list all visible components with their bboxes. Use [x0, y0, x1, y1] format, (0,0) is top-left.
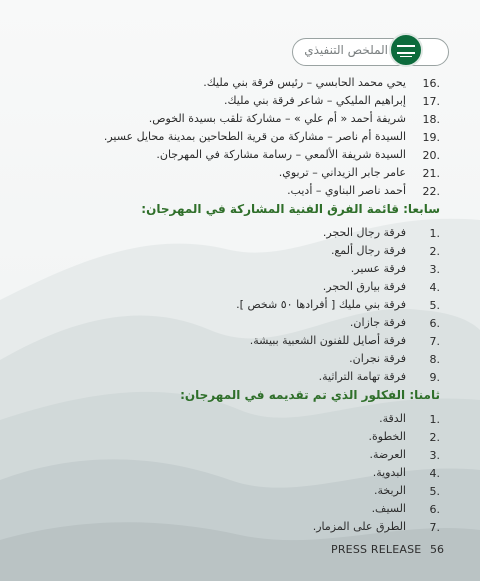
section-title: سابعا: قائمة الفرق الفنية المشاركة في المهرجان: — [141, 202, 440, 216]
page-title: الملخص التنفيذي — [304, 43, 388, 57]
saudi-flag-icon — [389, 33, 423, 67]
list-item: 9. فرقة تهامة التراثية. — [318, 370, 440, 384]
page-number: 56 — [430, 543, 444, 556]
section-title: ثامنا: الفكلور الذي تم تقديمه في المهرجان: — [180, 388, 440, 402]
list-item: 18. شريفة أحمد « أم علي » – مشاركة تلقب بسيدة الخوص. — [148, 112, 440, 126]
list-item: 8. فرقة نجران. — [349, 352, 440, 366]
list-item: 16. يحي محمد الحابسي – رئيس فرقة بني مليك. — [203, 76, 440, 90]
list-item: 3. العرضة. — [369, 448, 440, 462]
list-item: 20. السيدة شريفة الألمعي – رسامة مشاركة في المهرجان. — [156, 148, 440, 162]
list-item: 6. فرقة جازان. — [349, 316, 440, 330]
list-item: 7. فرقة أصايل للفنون الشعبية ببيشة. — [249, 334, 440, 348]
list-item: 22. أحمد ناصر البناوي – أديب. — [287, 184, 440, 198]
list-item: 4. البدوية. — [372, 466, 440, 480]
list-item: 3. فرقة عسير. — [350, 262, 440, 276]
list-item: 21. عامر جابر الزيداني – تربوي. — [278, 166, 440, 180]
list-item: 7. الطرق على المزمار. — [312, 520, 440, 534]
list-item: 4. فرقة بيارق الحجر. — [322, 280, 440, 294]
header-title-pill — [292, 38, 449, 66]
list-item: 2. الخطوة. — [368, 430, 440, 444]
list-item: 6. السيف. — [371, 502, 440, 516]
list-item: 19. السيدة أم ناصر – مشاركة من قرية الطحاحين بمدينة محايل عسير. — [103, 130, 440, 144]
list-item: 5. الربخة. — [373, 484, 440, 498]
list-item: 1. فرقة رجال الحجر. — [322, 226, 440, 240]
list-item: 5. فرقة بني مليك [ أفرادها ٥٠ شخص ]. — [236, 298, 440, 312]
list-item: 1. الدقة. — [379, 412, 440, 426]
page-footer — [0, 538, 480, 560]
list-item: 2. فرقة رجال ألمع. — [330, 244, 440, 258]
press-release-label: PRESS RELEASE — [331, 543, 422, 556]
list-item: 17. إبراهيم المليكي – شاعر فرقة بني مليك. — [224, 94, 440, 108]
